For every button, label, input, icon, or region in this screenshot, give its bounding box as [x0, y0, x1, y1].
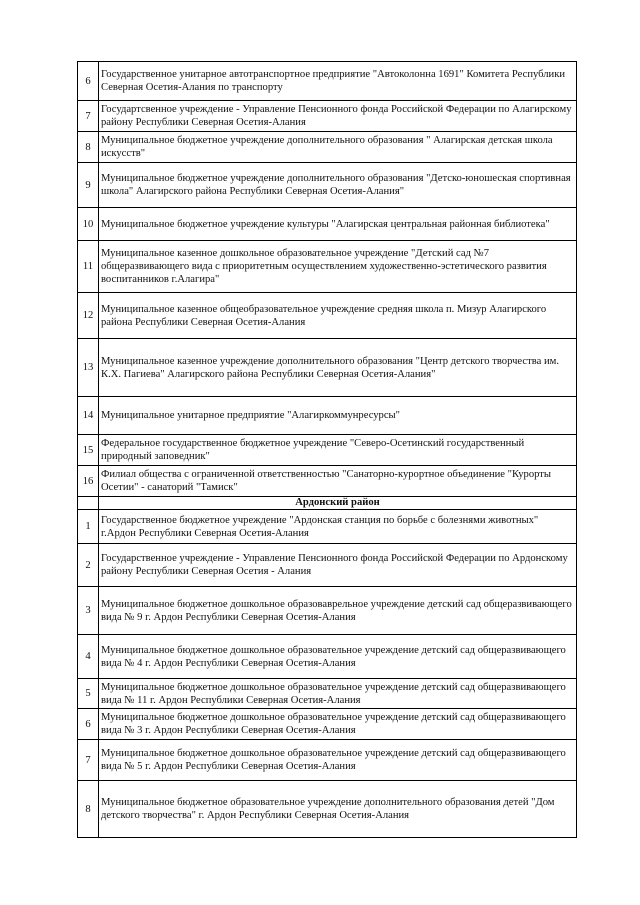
table-row	[78, 208, 577, 241]
table-row	[78, 709, 577, 740]
section-title: Ардонский район	[99, 497, 577, 510]
row-number: 15	[78, 435, 99, 466]
row-number: 10	[78, 208, 99, 241]
row-number: 12	[78, 293, 99, 339]
table-row	[78, 241, 577, 293]
table-row	[78, 544, 577, 587]
table-row	[78, 293, 577, 339]
organization-name: Филиал общества с ограниченной ответственностью "Санаторно-курортное объединение "Курорты Осетии" - санаторий "Тамиск"	[99, 466, 577, 497]
organization-name: Муниципальное бюджетное дошкольное образоваврельное учреждение детский сад общеразвивающего вида № 9 г. Ардон Республики Северная Осетия-Алания	[99, 587, 577, 635]
organization-name: Муниципальное бюджетное образовательное учреждение дополнительного образования детей "Дом детского творчества" г. Ардон Республики Северная Осетия-Алания	[99, 781, 577, 838]
organization-name: Государственное унитарное автотранспортное предприятие "Автоколонна 1691" Комитета Республики Северная Осетия-Алания по транспорту	[99, 62, 577, 101]
row-number: 6	[78, 709, 99, 740]
row-number: 8	[78, 781, 99, 838]
organization-name: Муниципальное бюджетное учреждение культуры "Алагирская центральная районная библиотека"	[99, 208, 577, 241]
row-number: 13	[78, 339, 99, 397]
organization-name: Государственное бюджетное учреждение "Ардонская станция по борьбе с болезнями животных" г.Ардон Республики Северная Осетия-Алания	[99, 510, 577, 544]
row-number: 1	[78, 510, 99, 544]
organization-name: Муниципальное бюджетное учреждение дополнительного образования " Алагирская детская школа искусств"	[99, 132, 577, 163]
row-number: 11	[78, 241, 99, 293]
table-row	[78, 510, 577, 544]
table-row	[78, 635, 577, 679]
row-number: 16	[78, 466, 99, 497]
table-row	[78, 587, 577, 635]
table-row	[78, 101, 577, 132]
organization-name: Муниципальное унитарное предприятие "Алагиркоммунресурсы"	[99, 397, 577, 435]
table-row	[78, 62, 577, 101]
organization-name: Муниципальное казенное дошкольное образовательное учреждение "Детский сад №7 общеразвивающего вида с приоритетным осуществлением художественно-эстетического развития воспитанников г.Алагира"	[99, 241, 577, 293]
organization-name: Муниципальное бюджетное учреждение дополнительного образования "Детско-юношеская спортивная школа" Алагирского района Республики Северная Осетия-Алания"	[99, 163, 577, 208]
table-row	[78, 163, 577, 208]
row-number: 6	[78, 62, 99, 101]
row-number: 3	[78, 587, 99, 635]
table-row	[78, 781, 577, 838]
table-row	[78, 339, 577, 397]
organizations-table	[77, 61, 577, 838]
organization-name: Муниципальное бюджетное дошкольное образовательное учреждение детский сад общеразвивающего вида № 4 г. Ардон Республики Северная Осетия-Алания	[99, 635, 577, 679]
organization-name: Муниципальное казенное общеобразовательное учреждение средняя школа п. Мизур Алагирского района Республики Северная Осетия-Алания	[99, 293, 577, 339]
section-number-cell	[78, 497, 99, 510]
row-number: 5	[78, 679, 99, 709]
row-number: 7	[78, 101, 99, 132]
organization-name: Муниципальное казенное учреждение дополнительного образования "Центр детского творчества им. К.Х. Пагиева" Алагирского района Республики Северная Осетия-Алания"	[99, 339, 577, 397]
row-number: 14	[78, 397, 99, 435]
table-row	[78, 132, 577, 163]
row-number: 4	[78, 635, 99, 679]
section-header-row	[78, 497, 577, 510]
organization-name: Муниципальное бюджетное дошкольное образовательное учреждение детский сад общеразвивающего вида № 5 г. Ардон Республики Северная Осетия-Алания	[99, 740, 577, 781]
row-number: 7	[78, 740, 99, 781]
table-row	[78, 740, 577, 781]
organization-name: Государтсвенное учреждение - Управление Пенсионного фонда Российской Федерации по Алагирскому району Республики Северная Осетия-Алания	[99, 101, 577, 132]
table-row	[78, 435, 577, 466]
organization-name: Муниципальное бюджетное дошкольное образовательное учреждение детский сад общеразвивающего вида № 3 г. Ардон Республики Северная Осетия-Алания	[99, 709, 577, 740]
row-number: 2	[78, 544, 99, 587]
table-row	[78, 466, 577, 497]
organization-name: Государственное учреждение - Управление Пенсионного фонда Российской Федерации по Ардонскому району Республики Северная Осетия - Алания	[99, 544, 577, 587]
organization-name: Федеральное государственное бюджетное учреждение "Северо-Осетинский государственный природный заповедник"	[99, 435, 577, 466]
organization-name: Муниципальное бюджетное дошкольное образовательное учреждение детский сад общеразвивающего вида № 11 г. Ардон Республики Северная Осетия-Алания	[99, 679, 577, 709]
row-number: 9	[78, 163, 99, 208]
table-row	[78, 679, 577, 709]
table-row	[78, 397, 577, 435]
row-number: 8	[78, 132, 99, 163]
